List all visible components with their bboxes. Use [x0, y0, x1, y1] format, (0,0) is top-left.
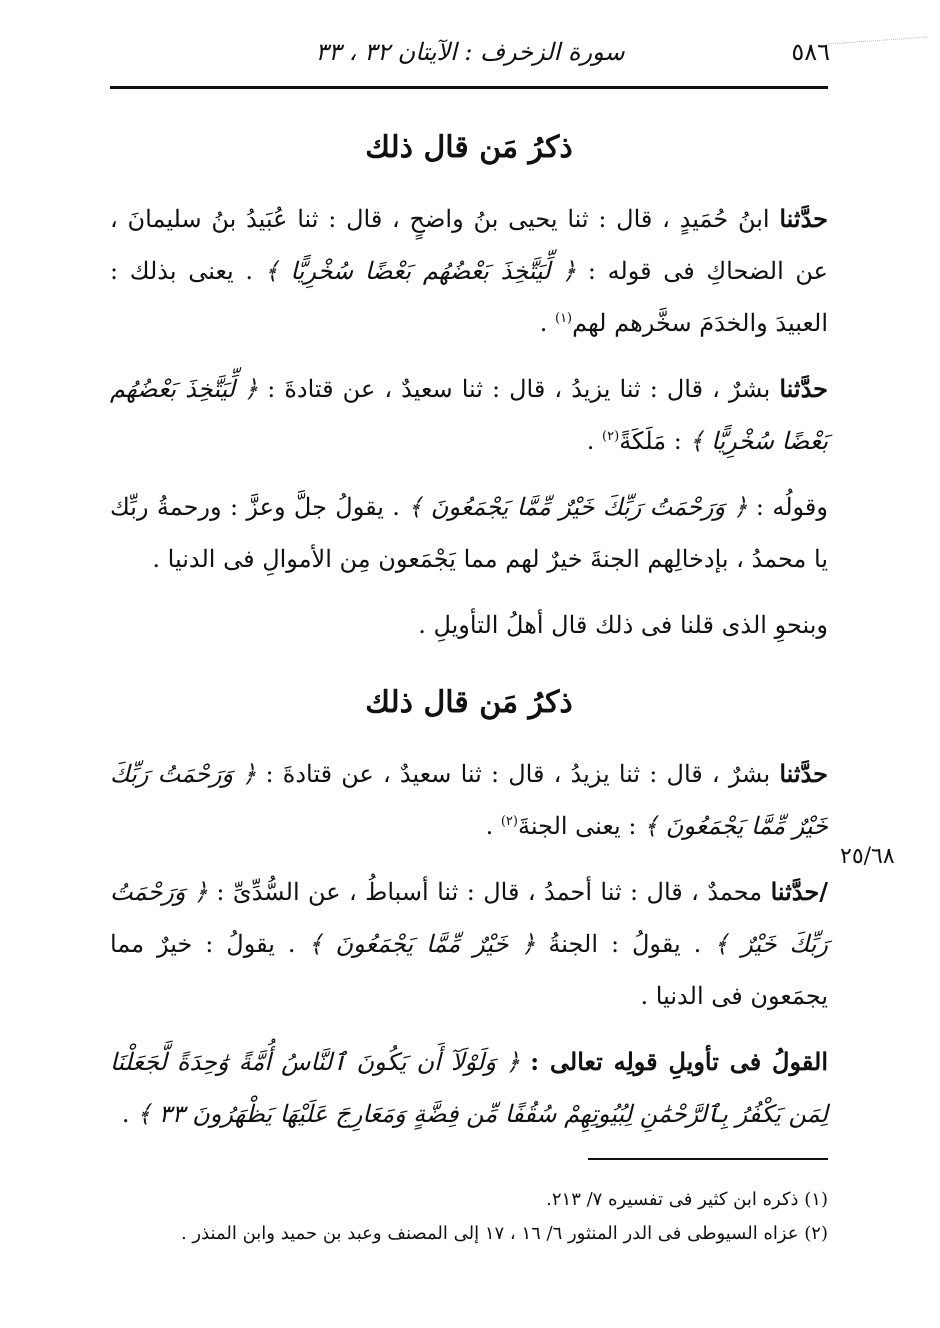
- narration-lead: حدَّثنا: [779, 759, 828, 788]
- narration-text: بشرٌ ، قال : ثنا يزيدُ ، قال : ثنا سعيدٌ ، عن قتادةَ :: [258, 375, 780, 403]
- narration-lead: حدَّثنا: [779, 204, 828, 233]
- commentary-tail: . يقولُ جلَّ وعزَّ : ورحمةُ ربِّك يا محمدُ ، بإدخالِهم الجنةَ خيرٌ لهم مما يَجْمَعون مِن الأموالِ فى الدنيا .: [110, 493, 828, 573]
- quran-quote: ﴿ لِّيَتَّخِذَ بَعْضُهُم بَعْضًا سُخْرِيًّا ﴾: [264, 257, 577, 285]
- narration-paragraph-3: [110, 748, 828, 852]
- footnote-marker: (٢): [500, 814, 518, 829]
- narration-paragraph-4: [110, 866, 828, 1022]
- tafsir-lead: القولُ فى تأويلِ قولِه تعالى :: [530, 1047, 828, 1076]
- section-heading-1: ذكرُ مَن قال ذلك: [365, 130, 573, 165]
- footnote-1: (١) ذكره ابن كثير فى تفسيره ٧/ ٢١٣.: [546, 1189, 828, 1210]
- quran-quote: ﴿ وَرَحْمَتُ رَبِّكَ خَيْرٌ مِّمَّا يَجْمَعُونَ ﴾: [110, 760, 828, 840]
- sentence-end: .: [586, 427, 603, 455]
- commentary-paragraph: [110, 481, 828, 585]
- page-header: [110, 34, 830, 78]
- narration-mid: . يقولُ : الجنةُ: [535, 930, 715, 958]
- quran-quote: ﴿ لِّيَتَّخِذَ بَعْضُهُم بَعْضًا سُخْرِيًّا ﴾: [110, 375, 828, 455]
- narration-text: محمدٌ ، قال : ثنا أحمدُ ، قال : ثنا أسباطُ ، عن السُّدِّىِّ :: [207, 878, 771, 906]
- section-heading-2: ذكرُ مَن قال ذلك: [365, 685, 573, 720]
- running-title: سورة الزخرف : الآيتان ٣٢ ، ٣٣: [315, 38, 625, 66]
- narration-tail: : يعنى الجنةَ: [517, 812, 645, 840]
- narration-tail: . يعنى بذلك : العبيدَ والخدَمَ سخَّرهم لهم: [110, 257, 828, 337]
- narration-text: ابنُ حُمَيدٍ ، قال : ثنا يحيى بنُ واضحٍ ، قال : ثنا عُبَيدُ بنُ سليمانَ ، عن الضحاكِ فى قوله :: [110, 205, 828, 285]
- commentary-text: وقولُه :: [747, 493, 828, 521]
- narration-lead: حدَّثنا: [779, 374, 828, 403]
- narration-tail: : مَلَكَةً: [619, 427, 690, 455]
- transition-paragraph: وبنحوِ الذى قلنا فى ذلك قال أهلُ التأويلِ .: [418, 611, 828, 639]
- tafsir-verse-paragraph: [110, 1036, 828, 1140]
- page-number: ٥٨٦: [791, 38, 830, 66]
- footnote-marker: (١): [554, 311, 573, 326]
- quran-quote: ﴿ خَيْرٌ مِّمَّا يَجْمَعُونَ ﴾: [308, 930, 536, 958]
- quran-verse: ﴿ وَلَوْلَآ أَن يَكُونَ ٱلنَّاسُ أُمَّةً وَٰحِدَةً لَّجَعَلْنَا لِمَن يَكْفُرُ بِٱلرَّحْمَٰنِ لِبُيُوتِهِمْ سُقُفًا مِّن فِضَّةٍ وَمَعَارِجَ عَلَيْهَا يَظْهَرُونَ ٣٣ ﴾: [110, 1048, 828, 1128]
- narration-paragraph-2: [110, 363, 828, 467]
- quran-quote: ﴿ وَرَحْمَتُ رَبِّكَ خَيْرٌ ﴾: [110, 878, 828, 958]
- footnote-marker: (٢): [602, 429, 620, 444]
- sentence-end: .: [485, 812, 501, 840]
- narration-text: بشرٌ ، قال : ثنا يزيدُ ، قال : ثنا سعيدٌ ، عن قتادةَ :: [256, 760, 780, 788]
- page-body: [110, 128, 828, 1154]
- sentence-end: .: [539, 309, 555, 337]
- quran-quote: ﴿ وَرَحْمَتُ رَبِّكَ خَيْرٌ مِّمَّا يَجْمَعُونَ ﴾: [408, 493, 748, 521]
- footnote-2: (٢) عزاه السيوطى فى الدر المنثور ٦/ ١٦ ، ١٧ إلى المصنف وعبد بن حميد وابن المنذر .: [180, 1223, 828, 1244]
- narration-tail: . يقولُ : خيرٌ مما يجمَعون فى الدنيا .: [110, 930, 828, 1010]
- margin-page-reference: ٢٥/٦٨: [840, 844, 895, 869]
- narration-lead: /حدَّثنا: [770, 877, 828, 906]
- scan-streak: [828, 37, 928, 45]
- footnote-rule: [588, 1158, 828, 1160]
- header-rule: [110, 86, 828, 89]
- sentence-end: .: [121, 1100, 138, 1128]
- narration-paragraph-1: [110, 193, 828, 349]
